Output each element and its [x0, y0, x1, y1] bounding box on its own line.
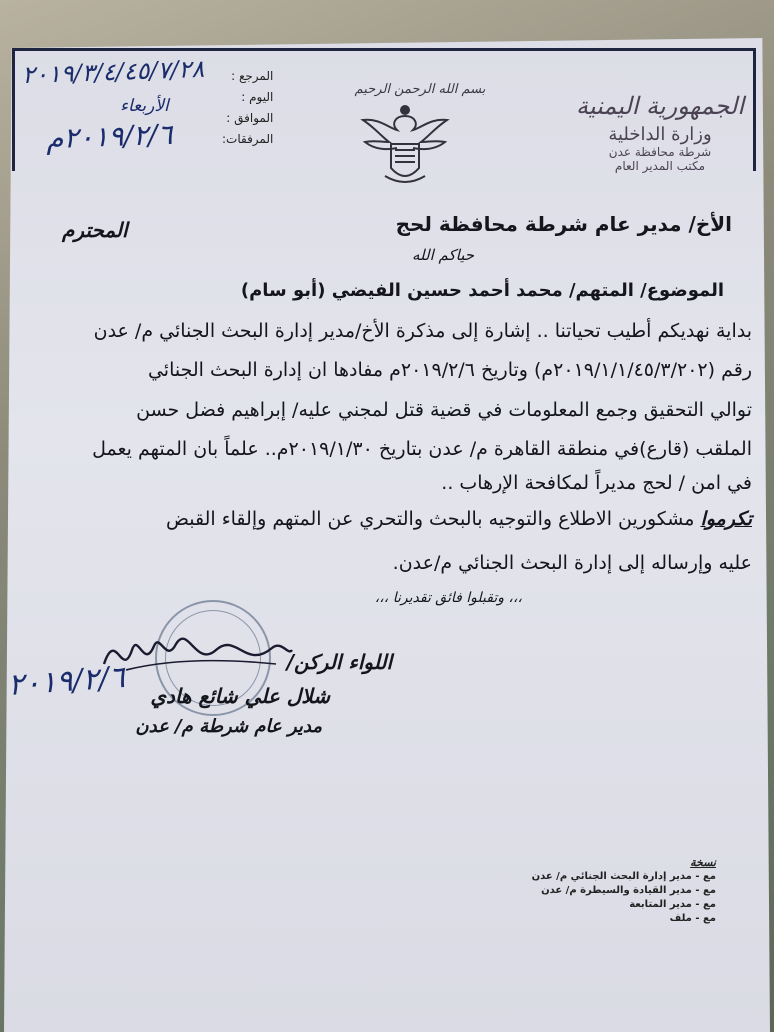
- copy-marker: مع: [702, 899, 716, 910]
- copy-item-text: ملف: [669, 913, 692, 924]
- office-name: مكتب المدير العام: [614, 159, 706, 173]
- body-line-5: في امن / لحج مديراً لمكافحة الإرهاب ..: [441, 472, 752, 494]
- signatory-title: مدير عام شرطة م/ عدن: [135, 716, 322, 737]
- request-lead: تكرموا: [700, 508, 752, 530]
- copies-list: [532, 856, 716, 926]
- signature-date: ٢٠١٩/٢/٦: [6, 659, 126, 704]
- yemen-eagle-emblem-icon: [345, 98, 465, 190]
- copy-item-1: مع - مدير إدارة البحث الجنائي م/ عدن: [531, 871, 716, 882]
- copy-item-text: مدير القيادة والسيطرة م/ عدن: [541, 885, 692, 896]
- copy-item-4: مع - ملف: [669, 913, 716, 924]
- copy-item-3: مع - مدير المتابعة: [629, 899, 716, 910]
- reference-label: المرجع :: [231, 69, 274, 83]
- ministry-name: وزارة الداخلية: [608, 124, 712, 145]
- day-value: الأربعاء: [120, 96, 169, 116]
- reference-value: ٢٠١٩/٣/٤/٤٥/٧/٢٨: [21, 54, 205, 90]
- subject-line: الموضوع/ المتهم/ محمد أحمد حسين الفيضي (أبو سام): [240, 280, 724, 301]
- copies-title: نسخة: [690, 856, 716, 869]
- basmala: بسم الله الرحمن الرحيم: [354, 82, 486, 97]
- signatory-name: شلال علي شائع هادي: [150, 684, 330, 708]
- signature-scribble-icon: [96, 620, 296, 690]
- request-rest: مشكورين الاطلاع والتوجيه بالبحث والتحري عن المتهم وإلقاء القبض: [165, 508, 701, 530]
- honorific: المحترم: [62, 218, 128, 242]
- copy-item-2: مع - مدير القيادة والسيطرة م/ عدن: [541, 885, 716, 896]
- recipient-line: الأخ/ مدير عام شرطة محافظة لحج: [395, 212, 732, 236]
- copy-item-text: مدير إدارة البحث الجنائي م/ عدن: [531, 871, 692, 882]
- date-value: ٢٠١٩/٢/٦م: [45, 117, 173, 156]
- body-line-3: توالي التحقيق وجمع المعلومات في قضية قتل لمجني عليه/ إبراهيم فضل حسن: [136, 399, 752, 421]
- signatory-rank: اللواء الركن/: [286, 650, 392, 674]
- body-line-4: الملقب (قارع)في منطقة القاهرة م/ عدن بتاريخ ٢٠١٩/١/٣٠م.. علماً بان المتهم يعمل: [92, 438, 752, 460]
- body-line-2: رقم (٢٠١٩/١/١/٤٥/٣/٢٠٢م) وتاريخ ٢٠١٩/٢/٦م مفادها ان إدارة البحث الجنائي: [147, 359, 752, 381]
- date-label: الموافق :: [226, 111, 274, 125]
- copy-marker: مع: [702, 871, 716, 882]
- meta-fields: [222, 66, 273, 150]
- police-name: شرطة محافظة عدن: [608, 145, 712, 159]
- copy-marker: مع: [702, 913, 716, 924]
- body-line-1: بداية نهديكم أطيب تحياتنا .. إشارة إلى مذكرة الأخ/مدير إدارة البحث الجنائي م/ عدن: [93, 320, 752, 342]
- day-label: اليوم :: [241, 90, 274, 104]
- copy-marker: مع: [702, 885, 716, 896]
- greeting: حياكم الله: [411, 246, 474, 264]
- attachments-label: المرفقات:: [222, 132, 274, 146]
- republic-name: الجمهورية اليمنية: [575, 92, 744, 120]
- request-line-2: عليه وإرساله إلى إدارة البحث الجنائي م/عدن.: [392, 552, 752, 574]
- copy-item-text: مدير المتابعة: [629, 899, 692, 910]
- letterhead-right: [576, 92, 744, 173]
- closing-line: ،،، وتقبلوا فائق تقديرنا ،،،: [374, 590, 522, 606]
- request-line-1: [166, 508, 752, 530]
